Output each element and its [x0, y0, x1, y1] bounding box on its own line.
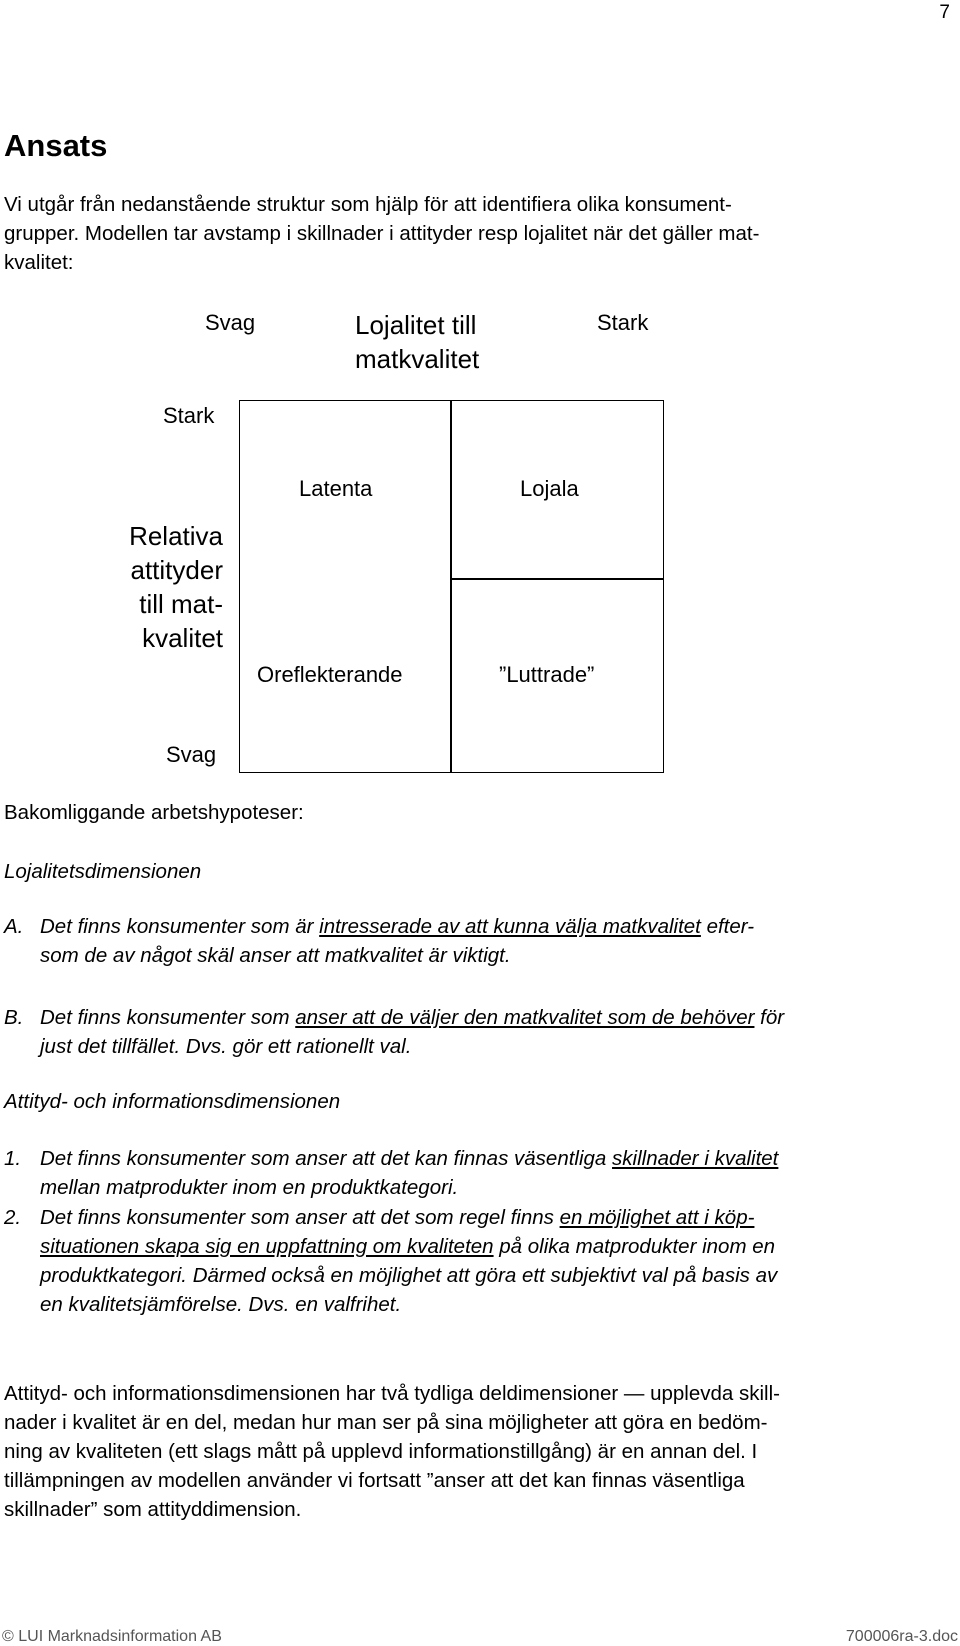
x-axis-low-label: Svag	[205, 310, 256, 335]
closing-line: tillämpningen av modellen använder vi fortsatt ”anser att det kan finnas väsentliga	[4, 1469, 745, 1492]
item-text-line	[4, 1232, 948, 1261]
loyalty-heading: Lojalitetsdimensionen	[4, 860, 202, 883]
cell-oreflekterande: Oreflekterande	[257, 662, 403, 687]
y-axis-title-line: till mat-	[139, 589, 223, 619]
item-text: Det finns konsumenter som är	[40, 915, 320, 938]
intro-line: grupper. Modellen tar avstamp i skillnader i attityder resp lojalitet när det gäller mat-	[4, 222, 760, 245]
item-text: på olika matprodukter inom en	[493, 1235, 776, 1258]
closing-line: nader i kvalitet är en del, medan hur man ser på sina möjligheter att göra en bedöm-	[4, 1411, 768, 1434]
y-axis-title-line: kvalitet	[142, 623, 223, 653]
cell-latenta: Latenta	[299, 476, 373, 501]
matrix-vertical-divider	[450, 400, 452, 773]
item-text: en kvalitetsjämförelse. Dvs. en valfrihet.	[40, 1293, 402, 1316]
item-number: 1.	[4, 1147, 22, 1170]
item-emphasis: skillnader i kvalitet	[612, 1147, 779, 1170]
attitude-heading: Attityd- och informationsdimensionen	[4, 1090, 341, 1113]
item-text: efter-	[700, 915, 755, 938]
item-number: A.	[4, 915, 24, 938]
matrix-horizontal-divider	[450, 578, 664, 580]
hypotheses-heading: Bakomliggande arbetshypoteser:	[4, 801, 304, 824]
y-axis-low-label: Svag	[166, 742, 217, 767]
item-a	[4, 912, 948, 970]
closing-paragraph	[4, 1379, 948, 1524]
footer-copyright: © LUI Marknadsinformation AB	[2, 1628, 222, 1645]
intro-line: Vi utgår från nedanstående struktur som hjälp för att identifiera olika konsument-	[4, 193, 732, 216]
item-text: Det finns konsumenter som anser att det som regel finns	[40, 1206, 560, 1229]
y-axis-high-label: Stark	[163, 403, 215, 428]
item-1	[4, 1144, 948, 1202]
intro-paragraph	[4, 190, 948, 277]
item-text: som de av något skäl anser att matkvalitet är viktigt.	[40, 944, 511, 967]
section-heading: Ansats	[4, 128, 108, 163]
item-text: Det finns konsumenter som	[40, 1006, 296, 1029]
x-axis-title-line1: Lojalitet till	[355, 310, 477, 340]
item-2	[4, 1203, 948, 1319]
closing-line: skillnader” som attityddimension.	[4, 1498, 302, 1521]
item-text: just det tillfället. Dvs. gör ett rationellt val.	[40, 1035, 412, 1058]
y-axis-title	[129, 519, 223, 655]
item-number: 2.	[4, 1206, 22, 1229]
item-emphasis: situationen skapa sig en uppfattning om kvaliteten	[40, 1235, 494, 1258]
closing-line: ning av kvaliteten (ett slags mått på upplevd informationstillgång) är en annan del. I	[4, 1440, 758, 1463]
y-axis-title-line: Relativa	[129, 521, 223, 551]
x-axis-high-label: Stark	[597, 310, 649, 335]
cell-luttrade: ”Luttrade”	[499, 662, 595, 687]
cell-lojala: Lojala	[520, 476, 579, 501]
item-number: B.	[4, 1006, 24, 1029]
item-emphasis: anser att de väljer den matkvalitet som de behöver	[295, 1006, 755, 1029]
matrix-frame	[239, 400, 664, 773]
x-axis-title-line2: matkvalitet	[355, 344, 480, 374]
footer-filename: 700006ra-3.doc	[845, 1628, 958, 1645]
y-axis-title-line: attityder	[130, 555, 223, 585]
item-text: produktkategori. Därmed också en möjlighet att göra ett subjektivt val på basis av	[40, 1264, 778, 1287]
page-number: 7	[939, 2, 950, 23]
item-b	[4, 1003, 948, 1061]
item-text: för	[754, 1006, 785, 1029]
closing-line: Attityd- och informationsdimensionen har två tydliga deldimensioner — upplevda skill-	[4, 1382, 780, 1405]
item-text: mellan matprodukter inom en produktkategori.	[40, 1176, 459, 1199]
item-text: Det finns konsumenter som anser att det kan finnas väsentliga	[40, 1147, 613, 1170]
item-emphasis: intresserade av att kunna välja matkvalitet	[319, 915, 701, 938]
intro-line: kvalitet:	[4, 251, 74, 274]
item-emphasis: en möjlighet att i köp-	[559, 1206, 755, 1229]
